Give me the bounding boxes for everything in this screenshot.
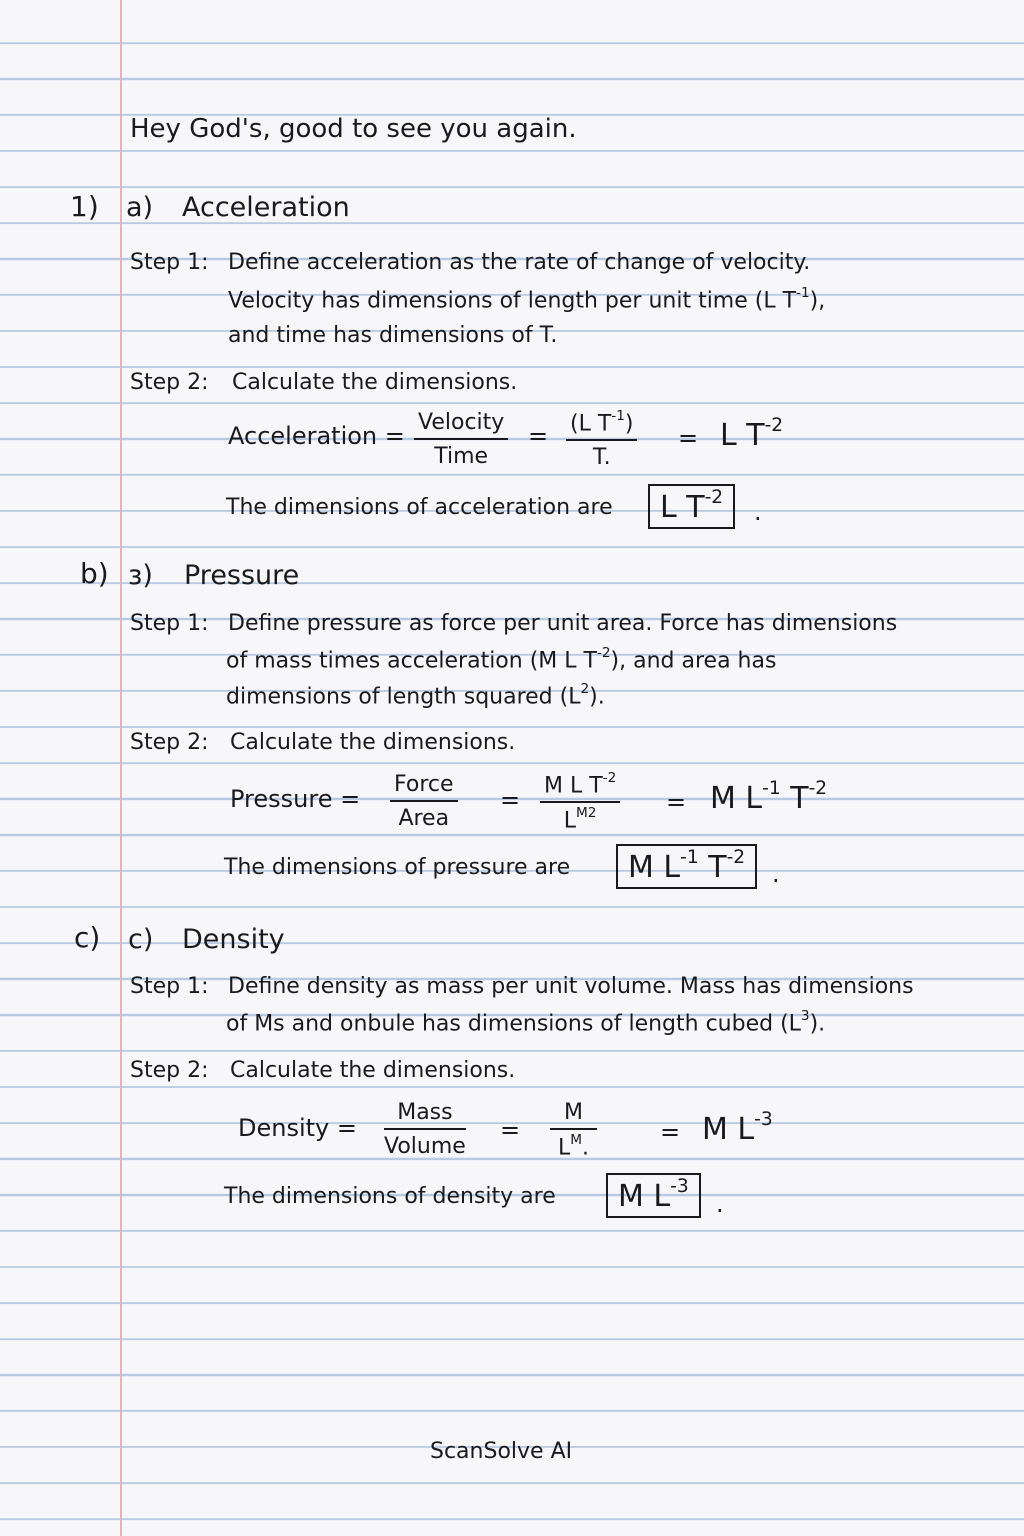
equals-sign: = (500, 1116, 521, 1144)
footer-brand: ScanSolve AI (430, 1439, 573, 1464)
equals-sign: = (500, 786, 521, 814)
equals-sign: = (660, 1118, 681, 1146)
period: . (772, 860, 780, 888)
section-title: Density (182, 924, 285, 955)
conclusion-text: The dimensions of density are (224, 1184, 556, 1209)
step-text-line: and time has dimensions of T. (228, 323, 558, 348)
fraction: $\frac{M}{L^M.}$ (550, 1102, 597, 1159)
fraction: Mass Volume (384, 1100, 466, 1159)
step-label: Step 1: (130, 974, 209, 999)
problem-number: 1) (70, 190, 99, 223)
step-text: Calculate the dimensions. (232, 370, 518, 395)
problem-number: c) (74, 921, 101, 954)
step-text-line: dimensions of length squared $(L^2)$. (226, 680, 605, 710)
greeting: Hey God's, good to see you again. (130, 114, 577, 144)
step-text: Calculate the dimensions. (230, 730, 516, 755)
step-text-line: of Ms and onbule has dimensions of length cubed $(L^3)$. (226, 1007, 826, 1037)
answer-box: M $L^{-3}$ (606, 1173, 701, 1218)
step-text-line: Define pressure as force per unit area. Force has dimensions (228, 611, 898, 636)
margin-line (120, 0, 122, 1536)
equation-result: L $T^{-2}$ (720, 415, 784, 453)
period: . (716, 1190, 724, 1218)
equation-result: M $L^{-1}$ $T^{-2}$ (710, 778, 828, 816)
fraction: Force Area (390, 774, 458, 830)
step-text: Calculate the dimensions. (230, 1058, 516, 1083)
conclusion-text: The dimensions of acceleration are (226, 495, 613, 520)
step-text-line: Define density as mass per unit volume. Mass has dimensions (228, 974, 914, 999)
step-label: Step 2: (130, 370, 209, 395)
section-title: Pressure (184, 560, 300, 591)
equals-sign: = (666, 788, 687, 816)
equation-lhs: Acceleration = (228, 422, 405, 450)
step-text-line: Velocity has dimensions of length per unit time (L $T^{-1}$), (228, 284, 826, 314)
step-label: Step 2: (130, 730, 209, 755)
answer-box: M $L^{-1}$ $T^{-2}$ (616, 844, 757, 889)
fraction: $\frac{(L T^{-1})}{T.}$ (566, 412, 637, 469)
answer-box: L $T^{-2}$ (648, 484, 735, 529)
part-label: з) (128, 560, 153, 591)
step-text-line: of mass times acceleration (M L $T^{-2}$), and area has (226, 644, 777, 674)
period: . (754, 498, 762, 526)
fraction: $\frac{M L T^{-2}}{L^{M2}}$ (540, 774, 620, 833)
section-title: Acceleration (182, 192, 350, 223)
equals-sign: = (678, 424, 699, 452)
conclusion-text: The dimensions of pressure are (224, 855, 571, 880)
equation-lhs: Pressure = (230, 785, 361, 813)
step-label: Step 1: (130, 611, 209, 636)
problem-number: b) (80, 557, 109, 590)
fraction: Velocity Time (414, 412, 508, 468)
equals-sign: = (528, 422, 549, 450)
step-label: Step 2: (130, 1058, 209, 1083)
part-label: c) (128, 924, 154, 955)
part-label: a) (126, 192, 154, 223)
equation-lhs: Density = (238, 1114, 357, 1142)
step-text-line: Define acceleration as the rate of change of velocity. (228, 250, 811, 275)
step-label: Step 1: (130, 250, 209, 275)
equation-result: M $L^{-3}$ (702, 1109, 773, 1147)
